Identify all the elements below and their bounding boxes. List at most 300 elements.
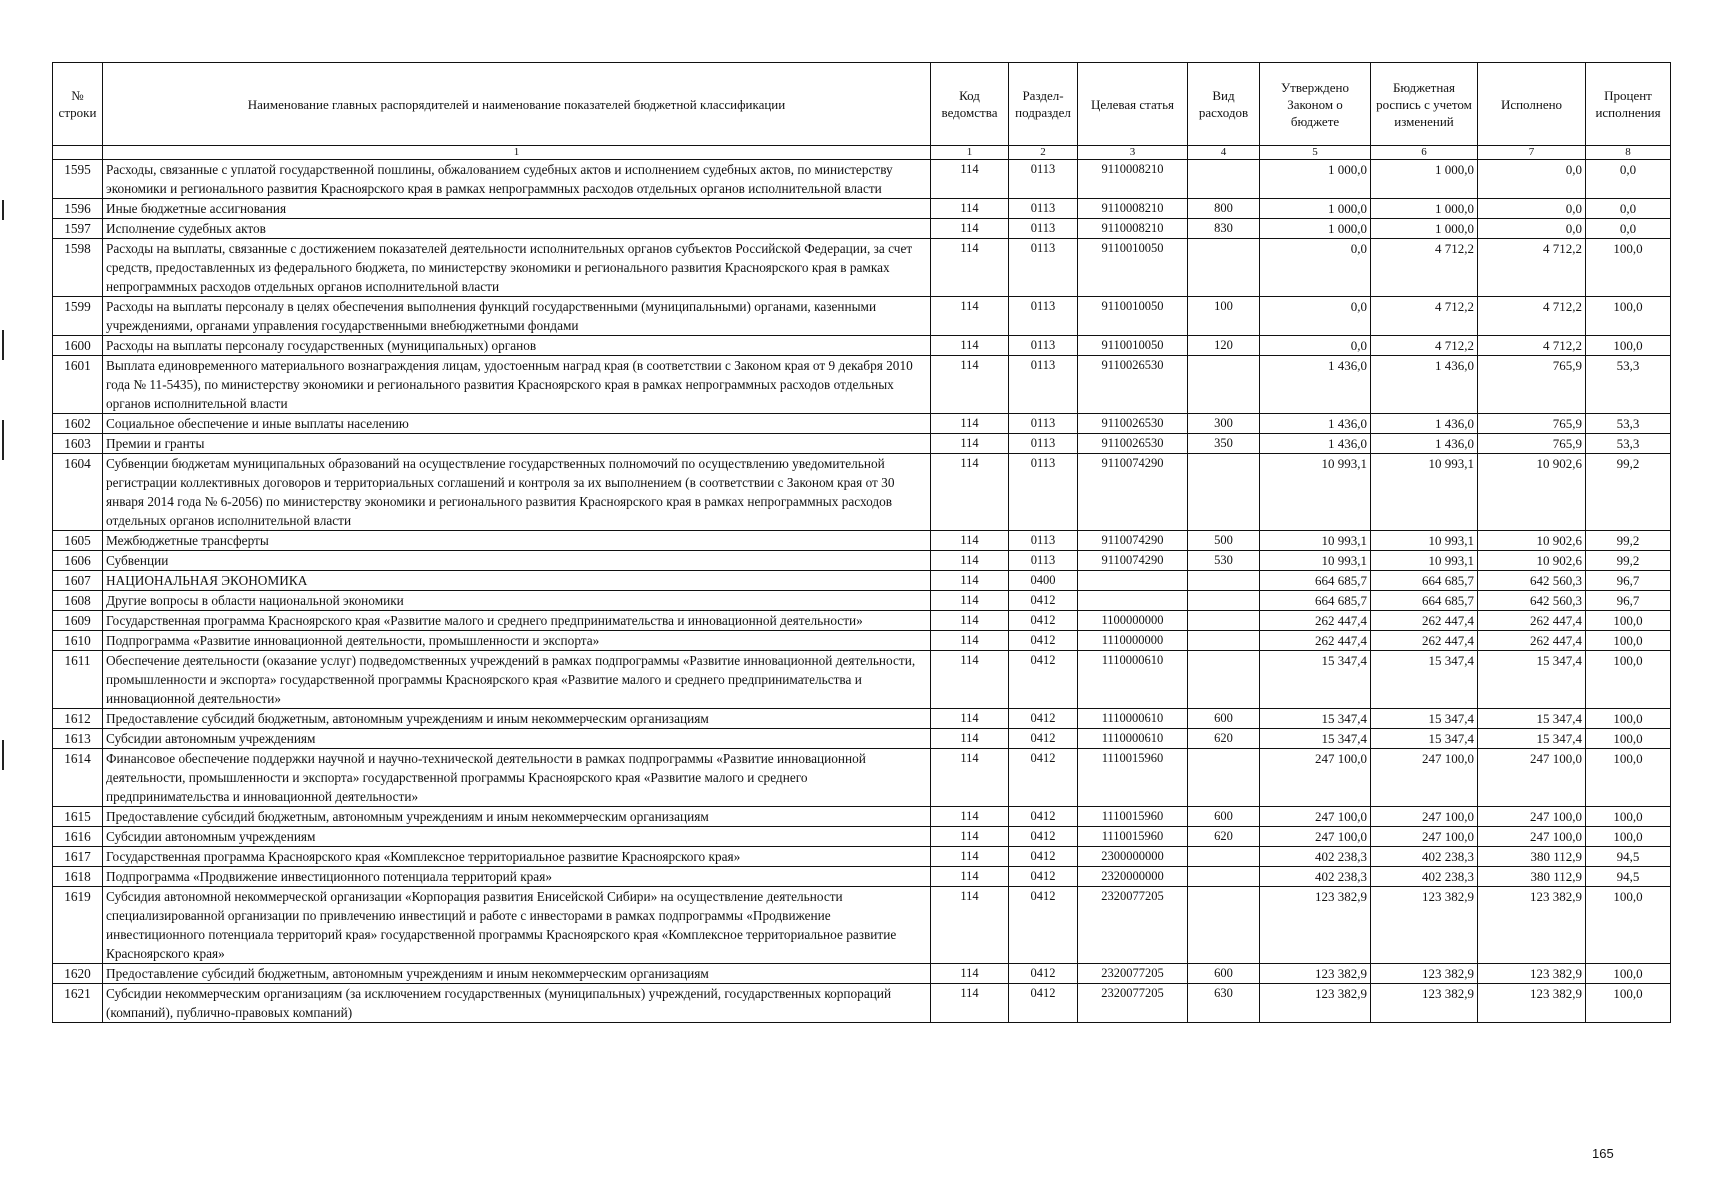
target-code: 9110010050 bbox=[1078, 239, 1188, 297]
row-name: НАЦИОНАЛЬНАЯ ЭКОНОМИКА bbox=[103, 571, 931, 591]
header-section: Раздел-подраздел bbox=[1009, 63, 1078, 146]
column-number: 3 bbox=[1078, 146, 1188, 160]
table-row bbox=[53, 984, 1671, 1023]
row-number: 1613 bbox=[53, 729, 103, 749]
revised-amount: 1 436,0 bbox=[1371, 434, 1478, 454]
approved-amount: 262 447,4 bbox=[1260, 611, 1371, 631]
row-number: 1603 bbox=[53, 434, 103, 454]
row-name: Выплата единовременного материального вознаграждения лицам, удостоенным наград края (в соответствии с Законом края от 9 декабря 2010 года № 11-5435), по министерству экономики и регионального развития Красноярского края в рамках непрограммных расходов отдельных органов исполнительной власти bbox=[103, 356, 931, 414]
revised-amount: 1 000,0 bbox=[1371, 219, 1478, 239]
execution-percent: 0,0 bbox=[1586, 160, 1671, 199]
exp-type-code: 600 bbox=[1188, 964, 1260, 984]
executed-amount: 4 712,2 bbox=[1478, 297, 1586, 336]
row-number: 1610 bbox=[53, 631, 103, 651]
row-number: 1597 bbox=[53, 219, 103, 239]
exp-type-code bbox=[1188, 160, 1260, 199]
table-row bbox=[53, 749, 1671, 807]
approved-amount: 0,0 bbox=[1260, 336, 1371, 356]
dept-code: 114 bbox=[931, 611, 1009, 631]
execution-percent: 0,0 bbox=[1586, 219, 1671, 239]
approved-amount: 10 993,1 bbox=[1260, 551, 1371, 571]
execution-percent: 53,3 bbox=[1586, 414, 1671, 434]
execution-percent: 96,7 bbox=[1586, 591, 1671, 611]
row-number: 1608 bbox=[53, 591, 103, 611]
revised-amount: 1 436,0 bbox=[1371, 356, 1478, 414]
target-code: 1110000610 bbox=[1078, 651, 1188, 709]
row-number: 1620 bbox=[53, 964, 103, 984]
execution-percent: 99,2 bbox=[1586, 531, 1671, 551]
table-row bbox=[53, 887, 1671, 964]
revised-amount: 247 100,0 bbox=[1371, 827, 1478, 847]
section-code: 0113 bbox=[1009, 356, 1078, 414]
target-code: 1110015960 bbox=[1078, 749, 1188, 807]
exp-type-code: 620 bbox=[1188, 729, 1260, 749]
row-name: Расходы на выплаты персоналу государственных (муниципальных) органов bbox=[103, 336, 931, 356]
table-row bbox=[53, 297, 1671, 336]
section-code: 0113 bbox=[1009, 160, 1078, 199]
execution-percent: 100,0 bbox=[1586, 651, 1671, 709]
table-row bbox=[53, 651, 1671, 709]
section-code: 0412 bbox=[1009, 867, 1078, 887]
column-number: 7 bbox=[1478, 146, 1586, 160]
table-row bbox=[53, 964, 1671, 984]
approved-amount: 664 685,7 bbox=[1260, 591, 1371, 611]
revised-amount: 123 382,9 bbox=[1371, 887, 1478, 964]
header-dept-code: Код ведомства bbox=[931, 63, 1009, 146]
table-row bbox=[53, 199, 1671, 219]
execution-percent: 100,0 bbox=[1586, 827, 1671, 847]
section-code: 0113 bbox=[1009, 551, 1078, 571]
executed-amount: 262 447,4 bbox=[1478, 631, 1586, 651]
exp-type-code: 800 bbox=[1188, 199, 1260, 219]
section-code: 0412 bbox=[1009, 709, 1078, 729]
section-code: 0412 bbox=[1009, 631, 1078, 651]
executed-amount: 0,0 bbox=[1478, 160, 1586, 199]
executed-amount: 0,0 bbox=[1478, 219, 1586, 239]
target-code: 9110010050 bbox=[1078, 297, 1188, 336]
exp-type-code bbox=[1188, 887, 1260, 964]
dept-code: 114 bbox=[931, 414, 1009, 434]
header-row-number: № строки bbox=[53, 63, 103, 146]
header-revised: Бюджетная роспись с учетом изменений bbox=[1371, 63, 1478, 146]
approved-amount: 1 436,0 bbox=[1260, 414, 1371, 434]
dept-code: 114 bbox=[931, 434, 1009, 454]
executed-amount: 380 112,9 bbox=[1478, 847, 1586, 867]
section-code: 0412 bbox=[1009, 651, 1078, 709]
execution-percent: 94,5 bbox=[1586, 847, 1671, 867]
exp-type-code: 620 bbox=[1188, 827, 1260, 847]
exp-type-code: 350 bbox=[1188, 434, 1260, 454]
execution-percent: 100,0 bbox=[1586, 749, 1671, 807]
row-name: Субсидии автономным учреждениям bbox=[103, 729, 931, 749]
dept-code: 114 bbox=[931, 239, 1009, 297]
dept-code: 114 bbox=[931, 199, 1009, 219]
target-code: 9110074290 bbox=[1078, 454, 1188, 531]
row-number: 1614 bbox=[53, 749, 103, 807]
exp-type-code: 500 bbox=[1188, 531, 1260, 551]
exp-type-code bbox=[1188, 867, 1260, 887]
execution-percent: 100,0 bbox=[1586, 984, 1671, 1023]
row-number: 1612 bbox=[53, 709, 103, 729]
row-name: Премии и гранты bbox=[103, 434, 931, 454]
approved-amount: 247 100,0 bbox=[1260, 807, 1371, 827]
row-number: 1598 bbox=[53, 239, 103, 297]
approved-amount: 123 382,9 bbox=[1260, 964, 1371, 984]
row-number: 1616 bbox=[53, 827, 103, 847]
exp-type-code bbox=[1188, 611, 1260, 631]
approved-amount: 1 000,0 bbox=[1260, 199, 1371, 219]
exp-type-code bbox=[1188, 571, 1260, 591]
dept-code: 114 bbox=[931, 984, 1009, 1023]
row-name: Расходы на выплаты персоналу в целях обеспечения выполнения функций государственными (муниципальными) органами, казенными учреждениями, органами управления государственными внебюджетными фондами bbox=[103, 297, 931, 336]
dept-code: 114 bbox=[931, 531, 1009, 551]
dept-code: 114 bbox=[931, 964, 1009, 984]
section-code: 0113 bbox=[1009, 434, 1078, 454]
row-name: Субсидии некоммерческим организациям (за исключением государственных (муниципальных) учреждений, государственных корпораций (компаний), публично-правовых компаний) bbox=[103, 984, 931, 1023]
header-name: Наименование главных распорядителей и наименование показателей бюджетной классификации bbox=[103, 63, 931, 146]
section-code: 0412 bbox=[1009, 611, 1078, 631]
revised-amount: 247 100,0 bbox=[1371, 807, 1478, 827]
executed-amount: 10 902,6 bbox=[1478, 551, 1586, 571]
revised-amount: 1 436,0 bbox=[1371, 414, 1478, 434]
row-name: Предоставление субсидий бюджетным, автономным учреждениям и иным некоммерческим организациям bbox=[103, 807, 931, 827]
row-name: Исполнение судебных актов bbox=[103, 219, 931, 239]
row-name: Субсидии автономным учреждениям bbox=[103, 827, 931, 847]
exp-type-code bbox=[1188, 454, 1260, 531]
row-number: 1605 bbox=[53, 531, 103, 551]
exp-type-code bbox=[1188, 651, 1260, 709]
exp-type-code: 100 bbox=[1188, 297, 1260, 336]
exp-type-code bbox=[1188, 631, 1260, 651]
target-code: 1110000610 bbox=[1078, 729, 1188, 749]
exp-type-code bbox=[1188, 847, 1260, 867]
dept-code: 114 bbox=[931, 591, 1009, 611]
target-code: 9110074290 bbox=[1078, 551, 1188, 571]
row-number: 1611 bbox=[53, 651, 103, 709]
revised-amount: 10 993,1 bbox=[1371, 454, 1478, 531]
section-code: 0113 bbox=[1009, 531, 1078, 551]
executed-amount: 642 560,3 bbox=[1478, 591, 1586, 611]
row-number: 1599 bbox=[53, 297, 103, 336]
target-code: 2300000000 bbox=[1078, 847, 1188, 867]
target-code: 2320077205 bbox=[1078, 984, 1188, 1023]
executed-amount: 4 712,2 bbox=[1478, 239, 1586, 297]
executed-amount: 15 347,4 bbox=[1478, 651, 1586, 709]
executed-amount: 123 382,9 bbox=[1478, 887, 1586, 964]
table-row bbox=[53, 219, 1671, 239]
target-code: 1100000000 bbox=[1078, 611, 1188, 631]
approved-amount: 15 347,4 bbox=[1260, 709, 1371, 729]
executed-amount: 10 902,6 bbox=[1478, 531, 1586, 551]
row-name: Государственная программа Красноярского края «Комплексное территориальное развитие Красноярского края» bbox=[103, 847, 931, 867]
table-row bbox=[53, 454, 1671, 531]
table-body bbox=[53, 160, 1671, 1023]
executed-amount: 642 560,3 bbox=[1478, 571, 1586, 591]
page-number: 165 bbox=[1592, 1146, 1614, 1161]
column-number: 4 bbox=[1188, 146, 1260, 160]
section-code: 0412 bbox=[1009, 807, 1078, 827]
execution-percent: 100,0 bbox=[1586, 709, 1671, 729]
budget-table bbox=[52, 62, 1671, 1023]
approved-amount: 402 238,3 bbox=[1260, 847, 1371, 867]
row-name: Государственная программа Красноярского края «Развитие малого и среднего предпринимательства и инновационной деятельности» bbox=[103, 611, 931, 631]
approved-amount: 123 382,9 bbox=[1260, 887, 1371, 964]
exp-type-code bbox=[1188, 591, 1260, 611]
target-code: 2320000000 bbox=[1078, 867, 1188, 887]
section-code: 0412 bbox=[1009, 729, 1078, 749]
header-approved: Утверждено Законом о бюджете bbox=[1260, 63, 1371, 146]
exp-type-code bbox=[1188, 239, 1260, 297]
table-row bbox=[53, 847, 1671, 867]
approved-amount: 402 238,3 bbox=[1260, 867, 1371, 887]
revised-amount: 1 000,0 bbox=[1371, 160, 1478, 199]
exp-type-code bbox=[1188, 749, 1260, 807]
scan-margin-mark bbox=[2, 330, 4, 360]
revised-amount: 664 685,7 bbox=[1371, 571, 1478, 591]
revised-amount: 15 347,4 bbox=[1371, 729, 1478, 749]
target-code bbox=[1078, 591, 1188, 611]
approved-amount: 1 000,0 bbox=[1260, 219, 1371, 239]
dept-code: 114 bbox=[931, 847, 1009, 867]
execution-percent: 99,2 bbox=[1586, 551, 1671, 571]
table-row bbox=[53, 551, 1671, 571]
execution-percent: 100,0 bbox=[1586, 807, 1671, 827]
executed-amount: 4 712,2 bbox=[1478, 336, 1586, 356]
executed-amount: 247 100,0 bbox=[1478, 749, 1586, 807]
scan-margin-mark bbox=[2, 200, 4, 220]
target-code: 1110015960 bbox=[1078, 827, 1188, 847]
approved-amount: 1 436,0 bbox=[1260, 434, 1371, 454]
approved-amount: 0,0 bbox=[1260, 239, 1371, 297]
column-number: 6 bbox=[1371, 146, 1478, 160]
exp-type-code: 630 bbox=[1188, 984, 1260, 1023]
row-number: 1621 bbox=[53, 984, 103, 1023]
executed-amount: 10 902,6 bbox=[1478, 454, 1586, 531]
execution-percent: 100,0 bbox=[1586, 631, 1671, 651]
row-name: Межбюджетные трансферты bbox=[103, 531, 931, 551]
table-row bbox=[53, 591, 1671, 611]
section-code: 0412 bbox=[1009, 887, 1078, 964]
approved-amount: 10 993,1 bbox=[1260, 454, 1371, 531]
approved-amount: 262 447,4 bbox=[1260, 631, 1371, 651]
revised-amount: 664 685,7 bbox=[1371, 591, 1478, 611]
approved-amount: 247 100,0 bbox=[1260, 749, 1371, 807]
execution-percent: 100,0 bbox=[1586, 887, 1671, 964]
executed-amount: 15 347,4 bbox=[1478, 729, 1586, 749]
table-row bbox=[53, 336, 1671, 356]
dept-code: 114 bbox=[931, 887, 1009, 964]
dept-code: 114 bbox=[931, 571, 1009, 591]
row-name: Субвенции bbox=[103, 551, 931, 571]
column-number: 2 bbox=[1009, 146, 1078, 160]
exp-type-code: 300 bbox=[1188, 414, 1260, 434]
execution-percent: 99,2 bbox=[1586, 454, 1671, 531]
approved-amount: 664 685,7 bbox=[1260, 571, 1371, 591]
row-number: 1609 bbox=[53, 611, 103, 631]
table-header-row bbox=[53, 63, 1671, 146]
revised-amount: 123 382,9 bbox=[1371, 984, 1478, 1023]
table-row bbox=[53, 571, 1671, 591]
dept-code: 114 bbox=[931, 356, 1009, 414]
executed-amount: 765,9 bbox=[1478, 434, 1586, 454]
row-number: 1619 bbox=[53, 887, 103, 964]
table-row bbox=[53, 434, 1671, 454]
exp-type-code: 600 bbox=[1188, 709, 1260, 729]
table-row bbox=[53, 631, 1671, 651]
row-number: 1607 bbox=[53, 571, 103, 591]
table-row bbox=[53, 807, 1671, 827]
execution-percent: 100,0 bbox=[1586, 239, 1671, 297]
dept-code: 114 bbox=[931, 631, 1009, 651]
dept-code: 114 bbox=[931, 219, 1009, 239]
row-name: Другие вопросы в области национальной экономики bbox=[103, 591, 931, 611]
row-number: 1618 bbox=[53, 867, 103, 887]
scan-margin-mark bbox=[2, 420, 4, 460]
table-row bbox=[53, 729, 1671, 749]
revised-amount: 262 447,4 bbox=[1371, 611, 1478, 631]
execution-percent: 96,7 bbox=[1586, 571, 1671, 591]
execution-percent: 100,0 bbox=[1586, 729, 1671, 749]
executed-amount: 765,9 bbox=[1478, 356, 1586, 414]
executed-amount: 15 347,4 bbox=[1478, 709, 1586, 729]
section-code: 0113 bbox=[1009, 219, 1078, 239]
row-name: Обеспечение деятельности (оказание услуг) подведомственных учреждений в рамках подпрограммы «Развитие инновационной деятельности, промышленности и экспорта» государственной программы Красноярского края «Развитие малого и среднего предпринимательства и инновационной деятельности» bbox=[103, 651, 931, 709]
table-row bbox=[53, 709, 1671, 729]
executed-amount: 123 382,9 bbox=[1478, 984, 1586, 1023]
row-number: 1601 bbox=[53, 356, 103, 414]
table-row bbox=[53, 414, 1671, 434]
exp-type-code: 120 bbox=[1188, 336, 1260, 356]
section-code: 0412 bbox=[1009, 827, 1078, 847]
execution-percent: 100,0 bbox=[1586, 964, 1671, 984]
exp-type-code bbox=[1188, 356, 1260, 414]
table-row bbox=[53, 531, 1671, 551]
row-name: Расходы, связанные с уплатой государственной пошлины, обжалованием судебных актов и исполнением судебных актов, по министерству экономики и регионального развития Красноярского края в рамках непрограммных расходов отдельных органов исполнительной власти bbox=[103, 160, 931, 199]
dept-code: 114 bbox=[931, 651, 1009, 709]
row-number: 1596 bbox=[53, 199, 103, 219]
exp-type-code: 600 bbox=[1188, 807, 1260, 827]
revised-amount: 4 712,2 bbox=[1371, 336, 1478, 356]
target-code bbox=[1078, 571, 1188, 591]
target-code: 1110015960 bbox=[1078, 807, 1188, 827]
approved-amount: 1 000,0 bbox=[1260, 160, 1371, 199]
section-code: 0412 bbox=[1009, 847, 1078, 867]
row-name: Финансовое обеспечение поддержки научной и научно-технической деятельности в рамках подпрограммы «Развитие инновационной деятельности, промышленности и экспорта» государственной программы Красноярского края «Развитие малого и среднего предпринимательства и инновационной деятельности» bbox=[103, 749, 931, 807]
revised-amount: 262 447,4 bbox=[1371, 631, 1478, 651]
execution-percent: 53,3 bbox=[1586, 356, 1671, 414]
approved-amount: 10 993,1 bbox=[1260, 531, 1371, 551]
target-code: 9110008210 bbox=[1078, 219, 1188, 239]
table-row bbox=[53, 356, 1671, 414]
row-number: 1615 bbox=[53, 807, 103, 827]
execution-percent: 53,3 bbox=[1586, 434, 1671, 454]
table-row bbox=[53, 160, 1671, 199]
column-number-row bbox=[53, 146, 1671, 160]
target-code: 2320077205 bbox=[1078, 887, 1188, 964]
approved-amount: 123 382,9 bbox=[1260, 984, 1371, 1023]
approved-amount: 15 347,4 bbox=[1260, 651, 1371, 709]
dept-code: 114 bbox=[931, 729, 1009, 749]
row-number: 1602 bbox=[53, 414, 103, 434]
row-name: Подпрограмма «Развитие инновационной деятельности, промышленности и экспорта» bbox=[103, 631, 931, 651]
section-code: 0412 bbox=[1009, 749, 1078, 807]
revised-amount: 10 993,1 bbox=[1371, 551, 1478, 571]
target-code: 9110010050 bbox=[1078, 336, 1188, 356]
header-executed: Исполнено bbox=[1478, 63, 1586, 146]
dept-code: 114 bbox=[931, 827, 1009, 847]
dept-code: 114 bbox=[931, 160, 1009, 199]
target-code: 9110026530 bbox=[1078, 414, 1188, 434]
dept-code: 114 bbox=[931, 454, 1009, 531]
revised-amount: 1 000,0 bbox=[1371, 199, 1478, 219]
column-number: 1 bbox=[103, 146, 931, 160]
target-code: 9110026530 bbox=[1078, 434, 1188, 454]
revised-amount: 10 993,1 bbox=[1371, 531, 1478, 551]
header-exp-type: Вид расходов bbox=[1188, 63, 1260, 146]
column-number: 5 bbox=[1260, 146, 1371, 160]
section-code: 0113 bbox=[1009, 414, 1078, 434]
revised-amount: 247 100,0 bbox=[1371, 749, 1478, 807]
revised-amount: 15 347,4 bbox=[1371, 709, 1478, 729]
execution-percent: 94,5 bbox=[1586, 867, 1671, 887]
row-name: Субвенции бюджетам муниципальных образований на осуществление государственных полномочий по осуществлению уведомительной регистрации коллективных договоров и территориальных соглашений и контроля за их выполнением (в соответствии с Законом края от 30 января 2014 года № 6-2056) по министерству экономики и регионального развития Красноярского края в рамках непрограммных расходов отдельных органов исполнительной власти bbox=[103, 454, 931, 531]
target-code: 1110000610 bbox=[1078, 709, 1188, 729]
row-name: Социальное обеспечение и иные выплаты населению bbox=[103, 414, 931, 434]
table-row bbox=[53, 867, 1671, 887]
row-number: 1600 bbox=[53, 336, 103, 356]
executed-amount: 0,0 bbox=[1478, 199, 1586, 219]
column-number: 1 bbox=[931, 146, 1009, 160]
row-name: Подпрограмма «Продвижение инвестиционного потенциала территорий края» bbox=[103, 867, 931, 887]
revised-amount: 402 238,3 bbox=[1371, 867, 1478, 887]
revised-amount: 15 347,4 bbox=[1371, 651, 1478, 709]
target-code: 9110008210 bbox=[1078, 160, 1188, 199]
executed-amount: 247 100,0 bbox=[1478, 827, 1586, 847]
row-name: Предоставление субсидий бюджетным, автономным учреждениям и иным некоммерческим организациям bbox=[103, 709, 931, 729]
target-code: 1110000000 bbox=[1078, 631, 1188, 651]
table-row bbox=[53, 239, 1671, 297]
section-code: 0113 bbox=[1009, 336, 1078, 356]
header-target: Целевая статья bbox=[1078, 63, 1188, 146]
dept-code: 114 bbox=[931, 749, 1009, 807]
executed-amount: 123 382,9 bbox=[1478, 964, 1586, 984]
target-code: 9110008210 bbox=[1078, 199, 1188, 219]
dept-code: 114 bbox=[931, 807, 1009, 827]
row-name: Субсидия автономной некоммерческой организации «Корпорация развития Енисейской Сибири» на осуществление деятельности специализированной организации по привлечению инвестиций и работе с инвесторами в рамках подпрограммы «Продвижение инвестиционного потенциала территорий края» государственной программы Красноярского края «Комплексное территориальное развитие Красноярского края» bbox=[103, 887, 931, 964]
column-number: 8 bbox=[1586, 146, 1671, 160]
scan-margin-mark bbox=[2, 740, 4, 770]
exp-type-code: 530 bbox=[1188, 551, 1260, 571]
column-number bbox=[53, 146, 103, 160]
target-code: 2320077205 bbox=[1078, 964, 1188, 984]
execution-percent: 100,0 bbox=[1586, 611, 1671, 631]
row-number: 1606 bbox=[53, 551, 103, 571]
section-code: 0412 bbox=[1009, 964, 1078, 984]
revised-amount: 402 238,3 bbox=[1371, 847, 1478, 867]
approved-amount: 15 347,4 bbox=[1260, 729, 1371, 749]
exp-type-code: 830 bbox=[1188, 219, 1260, 239]
revised-amount: 123 382,9 bbox=[1371, 964, 1478, 984]
header-percent: Процент исполнения bbox=[1586, 63, 1671, 146]
execution-percent: 100,0 bbox=[1586, 336, 1671, 356]
approved-amount: 1 436,0 bbox=[1260, 356, 1371, 414]
section-code: 0113 bbox=[1009, 297, 1078, 336]
execution-percent: 0,0 bbox=[1586, 199, 1671, 219]
section-code: 0412 bbox=[1009, 591, 1078, 611]
executed-amount: 765,9 bbox=[1478, 414, 1586, 434]
dept-code: 114 bbox=[931, 867, 1009, 887]
row-name: Иные бюджетные ассигнования bbox=[103, 199, 931, 219]
